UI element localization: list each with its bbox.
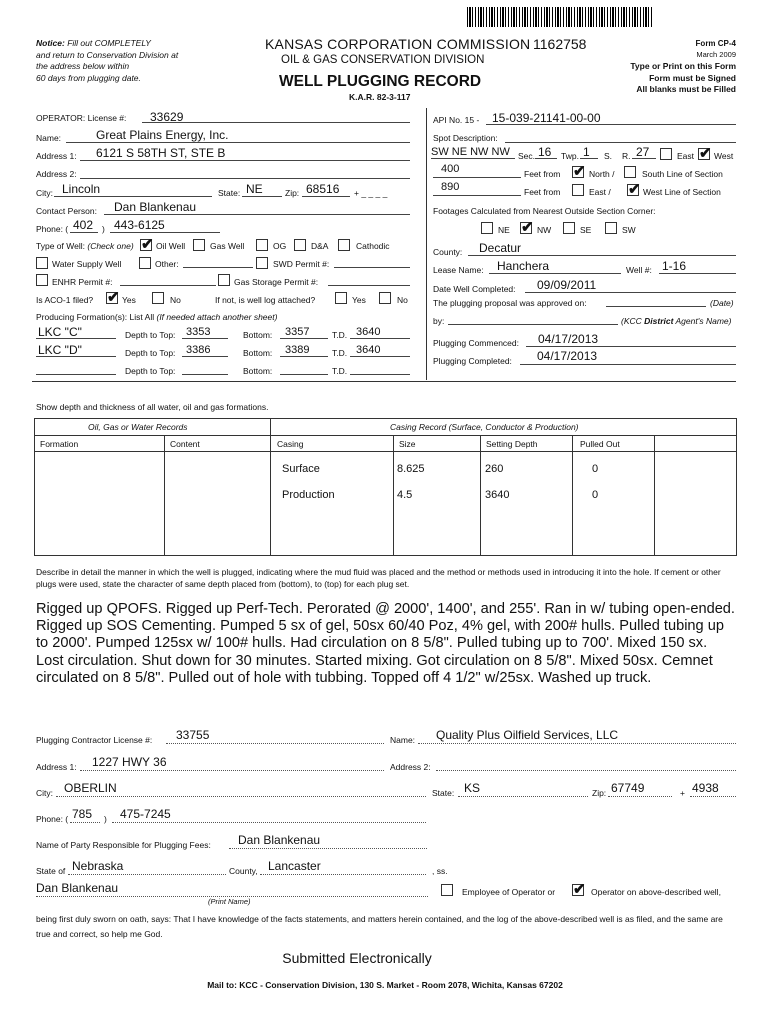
cathodic-label: Cathodic xyxy=(356,241,390,251)
well-type-label xyxy=(36,241,134,251)
da-label: D&A xyxy=(311,241,329,251)
operator-name-label: Name: xyxy=(36,133,62,143)
city-label: City: xyxy=(36,188,53,198)
twp-label: Twp. xyxy=(561,151,579,161)
oath-text: being first duly sworn on oath, says: That I have knowledge of the facts statements, and matters herein contained, and the log of the above-described well is as filed, and the same are true and correct, so help me God. xyxy=(36,914,723,939)
log-no-label: No xyxy=(397,295,408,305)
county-field[interactable]: Decatur xyxy=(479,241,522,255)
size-cell: 4.5 xyxy=(397,489,413,501)
kar-reference: K.A.R. 82-3-117 xyxy=(349,92,411,102)
depth-cell: 260 xyxy=(485,463,504,475)
aco-no-checkbox[interactable] xyxy=(152,292,164,304)
east-label: East xyxy=(677,151,695,161)
lease-label: Lease Name: xyxy=(433,265,484,275)
check-mark-icon: ✔ xyxy=(573,163,586,180)
south-line-label: South Line of Section xyxy=(642,169,723,179)
address2-label: Address 2: xyxy=(36,169,77,179)
gas-well-label: Gas Well xyxy=(210,241,245,251)
operator-license-field[interactable]: 33629 xyxy=(150,110,184,124)
kcc-district: District xyxy=(644,316,674,326)
pulled-cell: 0 xyxy=(592,463,599,475)
zip-label: Zip: xyxy=(285,188,300,198)
depth-cell: 3640 xyxy=(485,489,510,501)
phone-area-field[interactable]: 402 xyxy=(73,218,94,232)
col-formation: Formation xyxy=(40,439,79,449)
spot-label: Spot Description: xyxy=(433,133,498,143)
notice-line: and return to Conservation Division at xyxy=(36,49,179,60)
east-line-checkbox[interactable] xyxy=(572,184,584,196)
oil-well-label: Oil Well xyxy=(156,241,186,251)
contact-label: Contact Person: xyxy=(36,206,97,216)
casing-cell: Surface xyxy=(282,463,320,475)
log-yes-checkbox[interactable] xyxy=(335,292,347,304)
employee-checkbox[interactable] xyxy=(441,884,453,896)
notice-line: Fill out COMPLETELY xyxy=(67,38,151,48)
contractor-zip-label: Zip: xyxy=(592,788,607,798)
col-pulled-out: Pulled Out xyxy=(580,439,620,449)
contractor-address2-label: Address 2: xyxy=(390,762,431,772)
water-supply-checkbox[interactable] xyxy=(36,257,48,269)
depth-top-field[interactable]: 3353 xyxy=(186,326,211,338)
td-field[interactable]: 3640 xyxy=(356,344,381,356)
operator-license-label: OPERATOR: License #: xyxy=(36,113,127,123)
spot-field[interactable]: SW NE NW NW xyxy=(431,146,510,158)
party-label: Name of Party Responsible for Plugging Fees: xyxy=(36,840,211,850)
twp-field[interactable]: 1 xyxy=(583,145,590,159)
api-field[interactable]: 15-039-21141-00-00 xyxy=(492,111,601,125)
well-type-note: (Check one) xyxy=(87,241,134,251)
check-mark-icon: ✔ xyxy=(141,236,154,253)
depth-top-label: Depth to Top: xyxy=(125,348,176,358)
phone-paren: ) xyxy=(102,224,105,234)
depth-top-field[interactable]: 3386 xyxy=(186,344,211,356)
west-line-label: West Line of Section xyxy=(643,187,721,197)
phone-label: Phone: ( xyxy=(36,224,69,234)
formation-name-field[interactable]: LKC "D" xyxy=(38,343,82,357)
contractor-phone-label: Phone: ( xyxy=(36,814,69,824)
proposal-date-note: (Date) xyxy=(710,298,734,308)
ew-feet-field[interactable]: 890 xyxy=(441,181,460,193)
aco-yes-label: Yes xyxy=(122,295,136,305)
oil-gas-water-title: Oil, Gas or Water Records xyxy=(88,422,188,432)
contractor-phone-field[interactable]: 475-7245 xyxy=(120,807,171,821)
affidavit-state-label: State of xyxy=(36,866,66,876)
kcc-pre: (KCC xyxy=(621,316,642,326)
bottom-field[interactable]: 3357 xyxy=(285,326,310,338)
og-label: OG xyxy=(273,241,287,251)
contact-field[interactable]: Dan Blankenau xyxy=(114,200,197,214)
form-number: Form CP-4 xyxy=(695,39,736,48)
enhr-checkbox[interactable] xyxy=(36,274,48,286)
zip-field[interactable]: 68516 xyxy=(306,182,340,196)
contractor-zip-field[interactable]: 67749 xyxy=(611,781,645,795)
east-checkbox[interactable] xyxy=(660,148,672,160)
col-setting-depth: Setting Depth xyxy=(486,439,538,449)
instruction-3: All blanks must be Filled xyxy=(636,84,736,94)
instruction-2: Form must be Signed xyxy=(649,73,736,83)
address1-label: Address 1: xyxy=(36,151,77,161)
bottom-field[interactable]: 3389 xyxy=(285,344,310,356)
notice-line: 60 days from plugging date. xyxy=(36,72,141,83)
log-yes-label: Yes xyxy=(352,295,366,305)
og-checkbox[interactable] xyxy=(256,239,268,251)
contractor-zip-plus: + xyxy=(680,788,685,798)
print-name-note: (Print Name) xyxy=(208,897,251,906)
signer-name-field[interactable]: Dan Blankenau xyxy=(36,881,119,895)
plugging-narrative[interactable]: Rigged up QPOFS. Rigged up Perf-Tech. Perorated @ 2000', 1400', and 255'. Ran in w/ tubing open-ended. Rigged up SOS Cementing. Pumped 5 sx of gel, 50sx 60/40 Poz, 4% gel, with 200# hulls. Pulled tubing up to 2000'. Pumped 125sx w/ 100# hulls. Had circulation on 8 5/8". Pulled tubing up to 700'. Mixed 150 sx. Lost circulation. Shut down for 30 minutes. Started mixing. Got circulation on 8 5/8". Mixed 50sx. Cemnet circulated on 8 5/8". Pulled out of hole with tubbing. Topped off 4 1/2" w/25sx. Washed up truck. xyxy=(36,601,735,686)
division-name: OIL & GAS CONSERVATION DIVISION xyxy=(281,54,485,66)
affidavit-county-field[interactable]: Lancaster xyxy=(268,859,321,873)
contractor-state-label: State: xyxy=(432,788,455,798)
affidavit-county-label: County, xyxy=(229,866,258,876)
form-title: WELL PLUGGING RECORD xyxy=(279,73,482,90)
swd-checkbox[interactable] xyxy=(256,257,268,269)
state-field[interactable]: NE xyxy=(246,182,263,196)
table-intro: Show depth and thickness of all water, oil and gas formations. xyxy=(36,402,269,412)
west-label: West xyxy=(714,151,734,161)
da-checkbox[interactable] xyxy=(294,239,306,251)
td-label: T.D. xyxy=(332,366,348,376)
contractor-address1-field[interactable]: 1227 HWY 36 xyxy=(92,755,167,769)
contractor-city-label: City: xyxy=(36,788,53,798)
ss-label: , ss. xyxy=(432,866,448,876)
r-label: R. xyxy=(622,151,631,161)
formations-note: (If needed attach another sheet) xyxy=(156,312,278,322)
size-cell: 8.625 xyxy=(397,463,425,475)
cathodic-checkbox[interactable] xyxy=(338,239,350,251)
contractor-license-field[interactable]: 33755 xyxy=(176,728,210,742)
submitted-electronically: Submitted Electronically xyxy=(282,950,432,966)
td-label: T.D. xyxy=(332,330,348,340)
ns-feet-field[interactable]: 400 xyxy=(441,163,460,175)
kcc-post: Agent's Name) xyxy=(675,316,732,326)
check-mark-icon: ✔ xyxy=(521,219,534,236)
aco-no-label: No xyxy=(170,295,181,305)
formations-text: Producing Formation(s): List All xyxy=(36,312,155,322)
east-line-label: East / xyxy=(589,187,611,197)
zip-plus: + _ _ _ _ xyxy=(354,188,388,198)
plug-completed-label: Plugging Completed: xyxy=(433,356,512,366)
agency-name: KANSAS CORPORATION COMMISSION xyxy=(265,36,531,52)
form-date: March 2009 xyxy=(696,50,736,59)
swd-label: SWD Permit #: xyxy=(273,259,330,269)
operator-name-field[interactable]: Great Plains Energy, Inc. xyxy=(96,128,229,142)
affidavit-state-field[interactable]: Nebraska xyxy=(72,859,124,873)
feet-from-label: Feet from xyxy=(524,187,561,197)
aco-label: Is ACO-1 filed? xyxy=(36,295,94,305)
operator-label: Operator on above-described well, xyxy=(591,887,721,897)
col-size: Size xyxy=(399,439,416,449)
bottom-label: Bottom: xyxy=(243,348,273,358)
county-label: County: xyxy=(433,247,463,257)
proposal-label: The plugging proposal was approved on: xyxy=(433,298,587,308)
well-number-field[interactable]: 1-16 xyxy=(662,259,687,273)
contractor-license-label: Plugging Contractor License #: xyxy=(36,735,153,745)
s-label: S. xyxy=(604,151,613,161)
feet-from-label: Feet from xyxy=(524,169,561,179)
check-mark-icon: ✔ xyxy=(628,181,641,198)
well-type-text: Type of Well: xyxy=(36,241,85,251)
notice-block xyxy=(36,38,178,84)
sw-corner-checkbox[interactable] xyxy=(605,222,617,234)
bottom-label: Bottom: xyxy=(243,366,273,376)
log-attached-label: If not, is well log attached? xyxy=(215,295,316,305)
other-checkbox[interactable] xyxy=(139,257,151,269)
notice-line: the address below within xyxy=(36,61,130,71)
north-label: North / xyxy=(589,169,615,179)
notice-label: Notice: xyxy=(36,38,65,48)
sw-label: SW xyxy=(622,225,636,235)
gas-storage-label: Gas Storage Permit #: xyxy=(234,277,319,287)
col-content: Content xyxy=(170,439,200,449)
sec-field[interactable]: 16 xyxy=(538,145,552,159)
formations-label xyxy=(36,312,277,322)
address1-field[interactable]: 6121 S 58TH ST, STE B xyxy=(96,146,226,160)
contractor-state-field[interactable]: KS xyxy=(464,781,481,795)
city-field[interactable]: Lincoln xyxy=(62,182,101,196)
td-label: T.D. xyxy=(332,348,348,358)
plug-completed-field[interactable]: 04/17/2013 xyxy=(537,349,598,363)
gas-well-checkbox[interactable] xyxy=(193,239,205,251)
by-label: by: xyxy=(433,316,445,326)
well-number-label: Well #: xyxy=(626,265,652,275)
formation-name-field[interactable]: LKC "C" xyxy=(38,325,82,339)
column-divider xyxy=(426,108,427,380)
other-label: Other: xyxy=(155,259,179,269)
south-checkbox[interactable] xyxy=(624,166,636,178)
range-field[interactable]: 27 xyxy=(636,145,650,159)
barcode xyxy=(467,7,653,27)
check-mark-icon: ✔ xyxy=(699,145,712,162)
party-field[interactable]: Dan Blankenau xyxy=(238,833,321,847)
lease-field[interactable]: Hanchera xyxy=(497,259,550,273)
contractor-name-field[interactable]: Quality Plus Oilfield Services, LLC xyxy=(436,728,619,742)
contractor-city-field[interactable]: OBERLIN xyxy=(64,781,117,795)
log-no-checkbox[interactable] xyxy=(379,292,391,304)
enhr-label: ENHR Permit #: xyxy=(52,277,113,287)
contractor-phone-paren: ) xyxy=(104,814,107,824)
employee-label: Employee of Operator or xyxy=(462,887,556,897)
contractor-name-label: Name: xyxy=(390,735,416,745)
contractor-phone-area-field[interactable]: 785 xyxy=(72,807,93,821)
commenced-field[interactable]: 04/17/2013 xyxy=(538,332,599,346)
check-mark-icon: ✔ xyxy=(573,881,586,898)
ne-corner-checkbox[interactable] xyxy=(481,222,493,234)
casing-cell: Production xyxy=(282,489,335,501)
narrative-instructions: Describe in detail the manner in which the well is plugged, indicating where the mud fluid was placed and the method or methods used in introducing it into the hole. If cement or other plugs were used, state the character of same depth placed from (bottom), to (top) for each plug set. xyxy=(36,567,721,589)
check-mark-icon: ✔ xyxy=(107,289,120,306)
phone-field[interactable]: 443-6125 xyxy=(114,218,165,232)
casing-record-title: Casing Record (Surface, Conductor & Production) xyxy=(390,422,579,432)
contractor-zip4-field[interactable]: 4938 xyxy=(692,781,719,795)
kcc-agent-note xyxy=(621,316,731,326)
depth-top-label: Depth to Top: xyxy=(125,330,176,340)
instruction-1: Type or Print on this Form xyxy=(630,61,736,71)
document-number: 1162758 xyxy=(533,36,587,52)
contractor-address1-label: Address 1: xyxy=(36,762,77,772)
state-label: State: xyxy=(218,188,241,198)
gas-storage-checkbox[interactable] xyxy=(218,274,230,286)
water-supply-label: Water Supply Well xyxy=(52,259,122,269)
completed-field[interactable]: 09/09/2011 xyxy=(537,278,597,292)
ne-label: NE xyxy=(498,225,510,235)
col-casing: Casing xyxy=(277,439,304,449)
td-field[interactable]: 3640 xyxy=(356,326,381,338)
depth-top-label: Depth to Top: xyxy=(125,366,176,376)
bottom-label: Bottom: xyxy=(243,330,273,340)
footage-label: Footages Calculated from Nearest Outside Section Corner: xyxy=(433,206,656,216)
api-label: API No. 15 - xyxy=(433,115,480,125)
completed-label: Date Well Completed: xyxy=(433,284,516,294)
se-corner-checkbox[interactable] xyxy=(563,222,575,234)
commenced-label: Plugging Commenced: xyxy=(433,338,519,348)
sec-label: Sec. xyxy=(518,151,536,161)
nw-label: NW xyxy=(537,225,552,235)
section-divider xyxy=(32,381,736,382)
se-label: SE xyxy=(580,225,592,235)
pulled-cell: 0 xyxy=(592,489,599,501)
mail-to-address: Mail to: KCC - Conservation Division, 130 S. Market - Room 2078, Wichita, Kansas 67202 xyxy=(207,980,563,990)
